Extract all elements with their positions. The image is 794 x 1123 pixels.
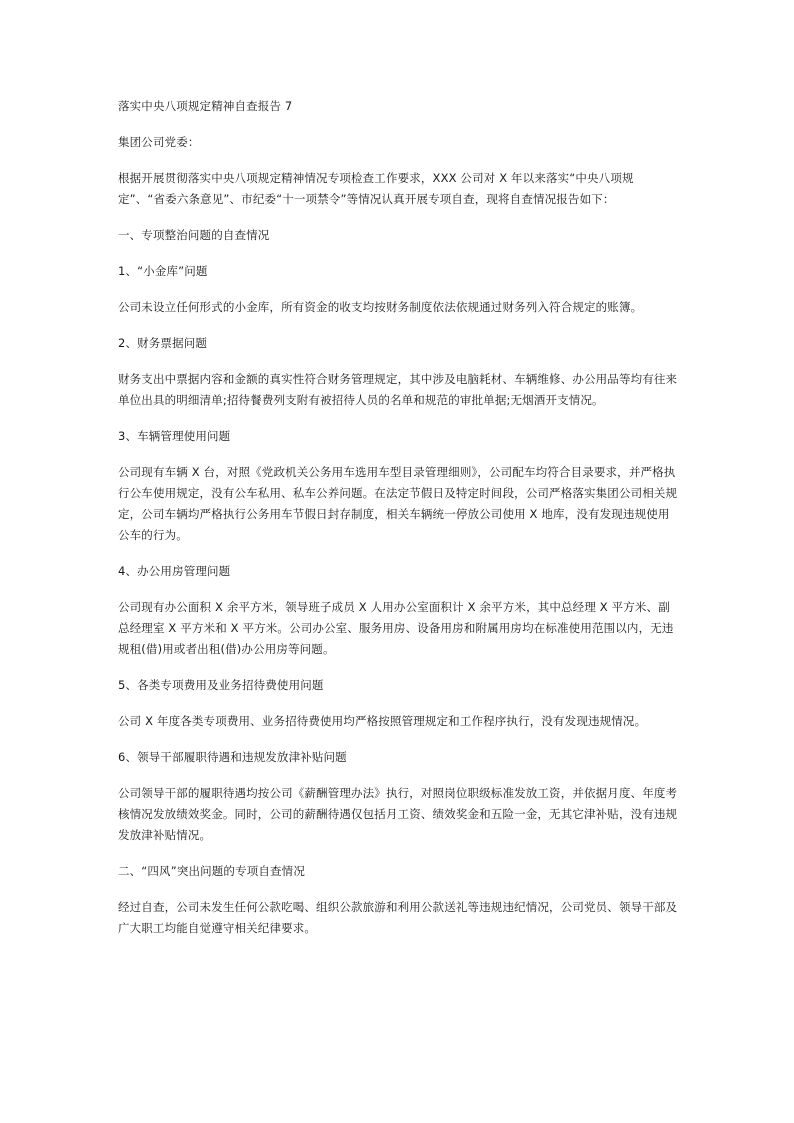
document-title: 落实中央八项规定精神自查报告 7 [118, 99, 293, 113]
item-3-body: 公司现有车辆 X 台，对照《党政机关公务用车选用车型目录管理细则》，公司配车均符合目录要求，并严格执行公车使用规定，没有公车私用、私车公养问题。在法定节假日及特定时间段，公司严格落实集团公司相关规定，公司车辆均严格执行公务用车节假日封存制度，相关车辆统一停放公司使用 X 地库，没有发现违规使用公车的行为。 [118, 465, 678, 542]
item-4-heading: 4、办公用房管理问题 [118, 564, 231, 578]
item-1-body: 公司未设立任何形式的小金库，所有资金的收支均按财务制度依法依规通过财务列入符合规定的账簿。 [118, 300, 643, 314]
item-2-heading: 2、财务票据问题 [118, 336, 208, 350]
document-page [118, 96, 678, 939]
section-2-body: 经过自查，公司未发生任何公款吃喝、组织公款旅游和利用公款送礼等违规违纪情况，公司党员、领导干部及广大职工均能自觉遵守相关纪律要求。 [118, 900, 678, 935]
item-5-heading: 5、各类专项费用及业务招待费使用问题 [118, 678, 324, 692]
section-2-heading: 二、“四风”突出问题的专项自查情况 [118, 864, 305, 878]
intro-paragraph: 根据开展贯彻落实中央八项规定精神情况专项检查工作要求，XXX 公司对 X 年以来落实“中央八项规定”、“省委六条意见”、市纪委“十一项禁令”等情况认真开展专项自查，现将自查情况报告如下： [118, 171, 634, 206]
section-1-heading: 一、专项整治问题的自查情况 [118, 228, 270, 242]
item-2-body: 财务支出中票据内容和金额的真实性符合财务管理规定，其中涉及电脑耗材、车辆维修、办公用品等均有往来单位出具的明细清单;招待餐费列支附有被招待人员的名单和规范的审批单据;无烟酒开支情况。 [118, 372, 678, 407]
item-1-heading: 1、“小金库”问题 [118, 264, 208, 278]
item-6-heading: 6、领导干部履职待遇和违规发放津补贴问题 [118, 750, 347, 764]
item-4-body: 公司现有办公面积 X 余平方米，领导班子成员 X 人用办公室面积计 X 余平方米，其中总经理 X 平方米、副总经理室 X 平方米和 X 平方米。公司办公室、服务用房、设备用房和附属用房均在标准使用范围以内，无违规租(借)用或者出租(借)办公用房等问题。 [118, 600, 674, 656]
item-6-body: 公司领导干部的履职待遇均按公司《薪酬管理办法》执行，对照岗位职级标准发放工资，并依据月度、年度考核情况发放绩效奖金。同时，公司的薪酬待遇仅包括月工资、绩效奖金和五险一金，无其它津补贴，没有违规发放津补贴情况。 [118, 786, 678, 842]
salutation: 集团公司党委： [118, 135, 200, 149]
item-3-heading: 3、车辆管理使用问题 [118, 429, 231, 443]
item-5-body: 公司 X 年度各类专项费用、业务招待费使用均严格按照管理规定和工作程序执行，没有发现违规情况。 [118, 714, 647, 728]
